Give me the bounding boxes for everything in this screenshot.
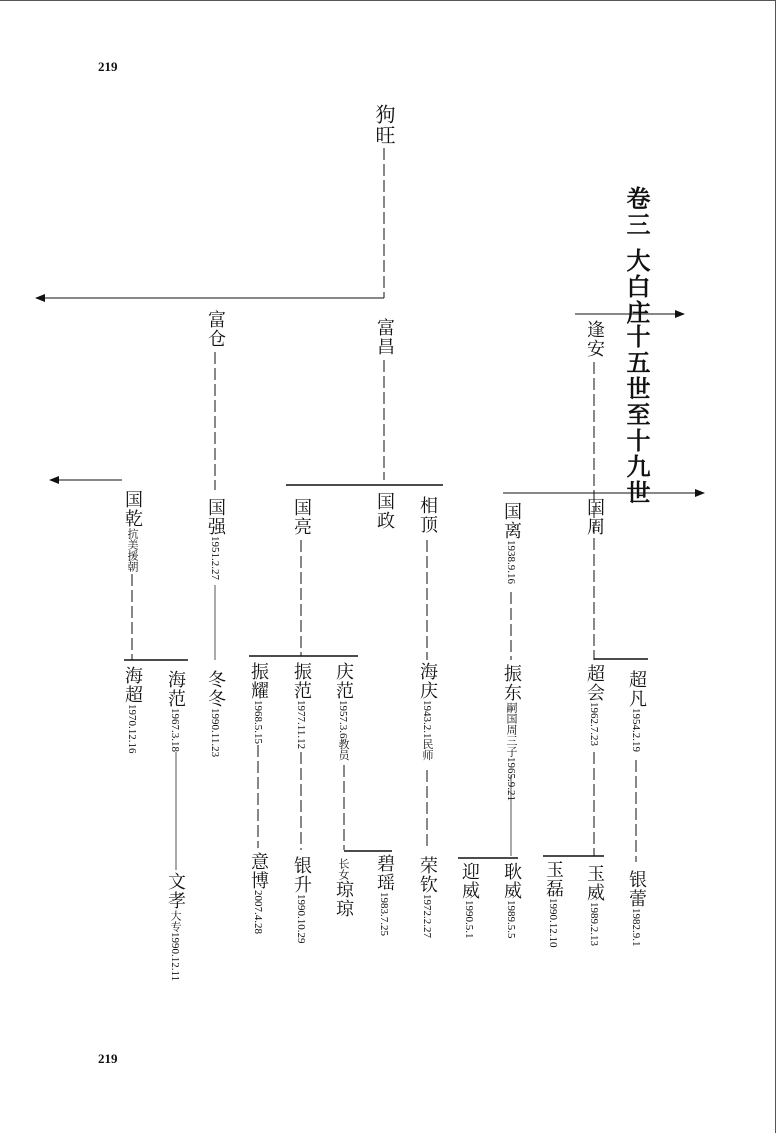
person-haiqing <box>418 662 436 761</box>
date-chaofan: 1954.2.19 <box>630 708 642 752</box>
date-guoli: 1938.9.16 <box>505 540 517 584</box>
name-zhenyao: 振耀 <box>248 662 269 700</box>
person-rongqin <box>418 856 436 938</box>
name-zhenfan: 振范 <box>291 662 312 700</box>
person-dongdong <box>206 670 224 757</box>
name-rongqin: 荣钦 <box>417 856 438 894</box>
person-guoli <box>502 502 520 584</box>
name-qiongqiong: 琼琼 <box>333 880 354 918</box>
name-haifan: 海范 <box>165 670 186 708</box>
date-yinlei: 1982.9.1 <box>630 908 642 947</box>
name-yingwei: 迎威 <box>459 862 480 900</box>
person-qiongqiong <box>334 858 352 918</box>
person-gengwei <box>502 862 520 939</box>
name-yinsheng: 银升 <box>291 856 312 894</box>
person-guozheng: 国政 <box>374 492 395 530</box>
name-gengwei: 耿威 <box>501 862 522 900</box>
name-yulei: 玉磊 <box>543 860 564 898</box>
person-wenxiao <box>166 872 184 981</box>
name-guoqian: 国乾 <box>122 490 143 528</box>
page-number-bottom: 219 <box>98 1051 118 1066</box>
date-haichao: 1970.12.16 <box>126 704 138 754</box>
date-zhenfan: 1977.11.12 <box>295 700 307 750</box>
person-zhendong <box>502 664 520 801</box>
name-haiqing: 海庆 <box>417 662 438 700</box>
date-chaohui: 1962.7.23 <box>588 702 600 746</box>
person-guozhou: 国周 <box>584 498 605 536</box>
name-yinlei: 银蕾 <box>626 870 647 908</box>
date-dongdong: 1990.11.23 <box>209 708 221 758</box>
person-guoliang: 国亮 <box>291 498 312 536</box>
name-chaofan: 超凡 <box>626 670 647 708</box>
date-gengwei: 1989.5.5 <box>505 900 517 939</box>
person-biyao <box>375 854 393 936</box>
note-zhendong: 嗣国周三子 <box>505 702 518 757</box>
person-fengan: 逢安 <box>584 320 605 358</box>
name-guoli: 国离 <box>501 502 522 540</box>
date-wenxiao: 1990.12.11 <box>169 932 181 982</box>
person-haichao <box>123 666 141 754</box>
name-yuwei: 玉威 <box>584 864 605 902</box>
person-chaohui <box>585 664 603 746</box>
date-biyao: 1983.7.25 <box>378 892 390 936</box>
date-zhendong: 1965.9.21 <box>505 757 517 801</box>
name-wenxiao: 文孝 <box>165 872 186 910</box>
name-yibo: 意博 <box>248 852 269 890</box>
note-guoqian: 抗美援朝 <box>126 528 139 572</box>
note-wenxiao: 大专 <box>169 910 182 932</box>
name-qingfan: 庆范 <box>333 662 354 700</box>
note-haiqing: 民师 <box>421 738 434 761</box>
person-guoqian <box>123 490 141 572</box>
title-generations: 十五世至十九世 <box>622 324 651 506</box>
person-yingwei <box>460 862 478 939</box>
date-yulei: 1990.12.10 <box>547 898 559 948</box>
date-haiqing: 1943.2.1 <box>421 700 433 739</box>
name-chaohui: 超会 <box>584 664 605 702</box>
person-yinsheng <box>292 856 310 944</box>
person-zhenfan <box>292 662 310 749</box>
date-zhenyao: 1968.5.15 <box>252 700 264 744</box>
name-dongdong: 冬冬 <box>205 670 226 708</box>
person-fucang: 富仓 <box>205 310 226 348</box>
name-haichao: 海超 <box>122 666 143 704</box>
person-yulei <box>544 860 562 948</box>
date-yinsheng: 1990.10.29 <box>295 894 307 944</box>
person-fuchang: 富昌 <box>374 318 395 356</box>
date-guoqiang: 1951.2.27 <box>209 536 221 580</box>
name-guoqiang: 国强 <box>205 498 226 536</box>
person-zhenyao <box>249 662 267 744</box>
page-number-top: 219 <box>98 59 118 74</box>
person-yuwei <box>585 864 603 946</box>
name-zhendong: 振东 <box>501 664 522 702</box>
date-yuwei: 1989.2.13 <box>588 902 600 946</box>
note-qingfan: 教员 <box>337 738 350 761</box>
title-place: 大白庄 <box>622 248 651 326</box>
person-qingfan <box>334 662 352 761</box>
person-haifan <box>166 670 184 752</box>
name-biyao: 碧瑶 <box>374 854 395 892</box>
person-yibo <box>249 852 267 934</box>
date-haifan: 1967.3.18 <box>169 708 181 752</box>
date-yingwei: 1990.5.1 <box>463 900 475 939</box>
title-volume: 卷三 <box>622 186 651 238</box>
person-gouwang: 狗旺 <box>372 104 396 146</box>
person-xiangding: 相顶 <box>417 496 438 534</box>
date-yibo: 2007.4.28 <box>252 890 264 934</box>
person-yinlei <box>627 870 645 947</box>
date-rongqin: 1972.2.27 <box>421 894 433 938</box>
person-chaofan <box>627 670 645 752</box>
note-qiongqiong: 长女 <box>337 858 350 880</box>
person-guoqiang <box>206 498 224 580</box>
date-qingfan: 1957.3.6 <box>337 700 349 739</box>
